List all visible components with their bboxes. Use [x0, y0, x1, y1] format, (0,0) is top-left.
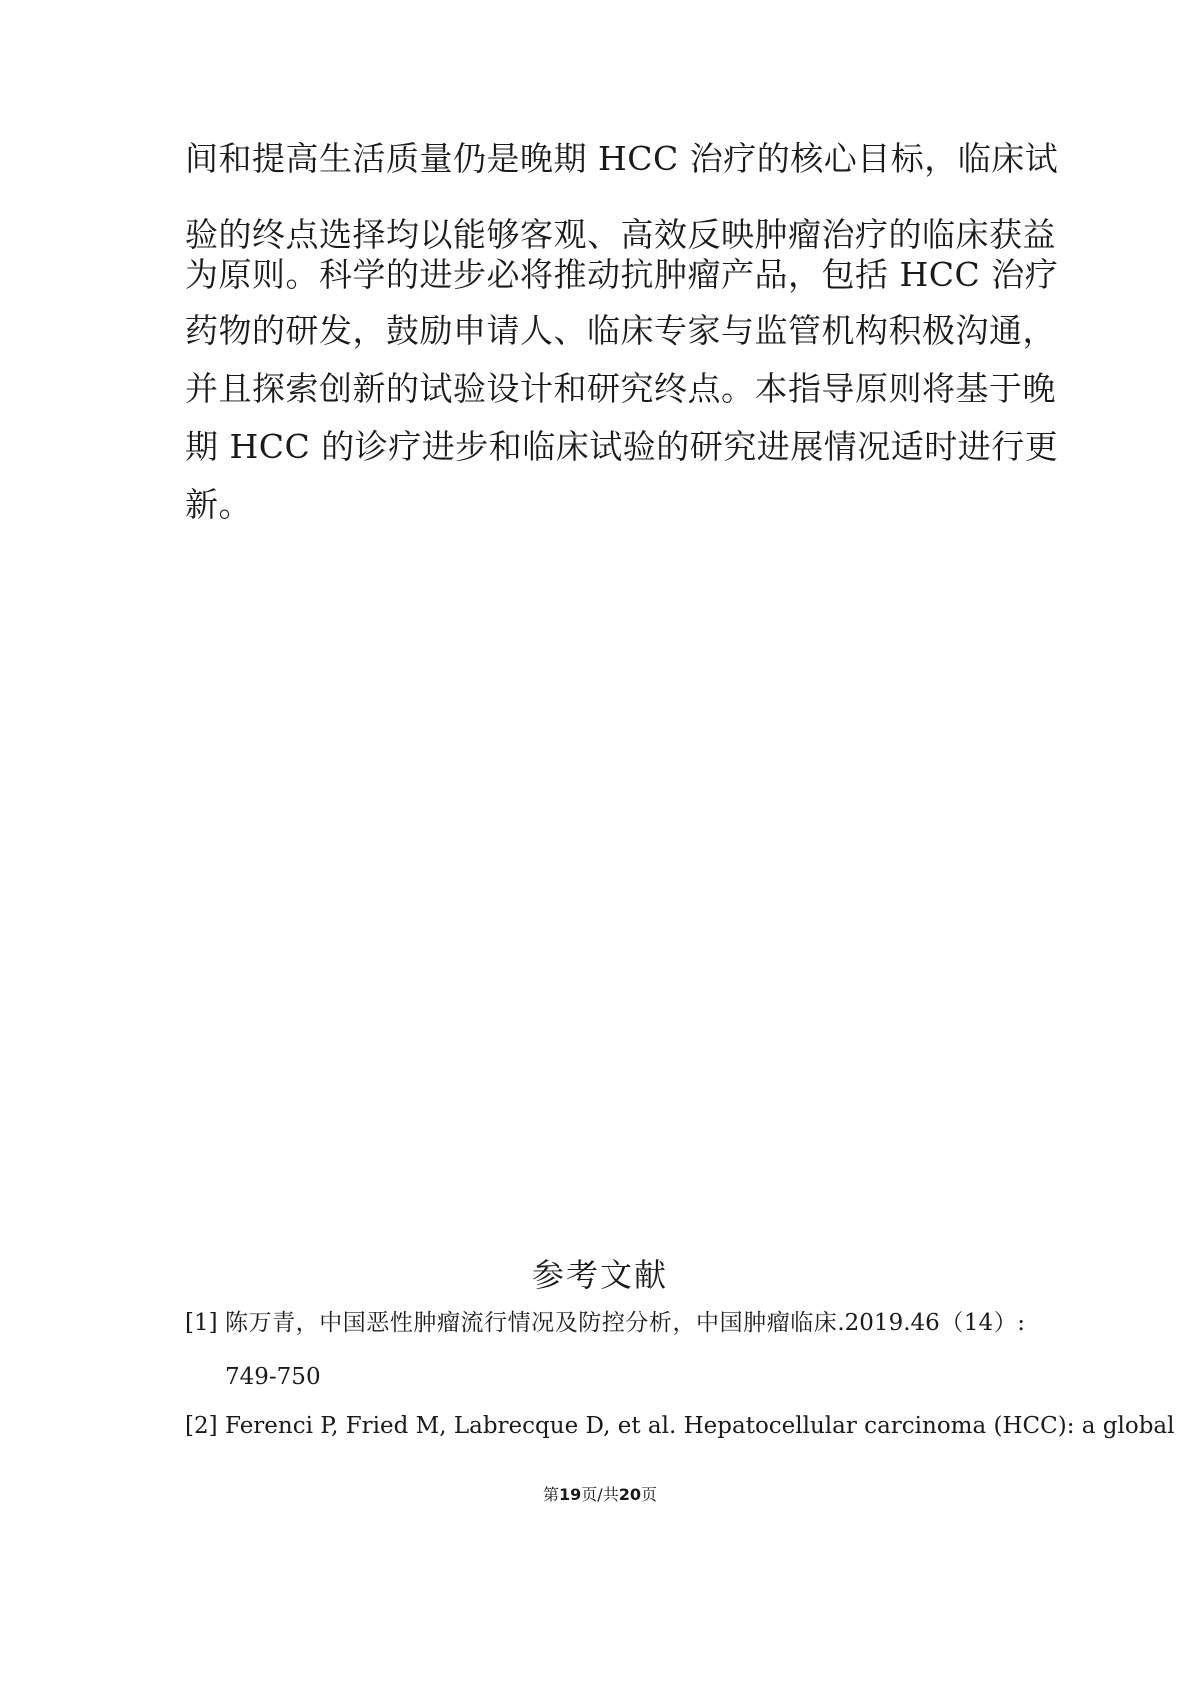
reference-1-line-1: 陈万青，中国恶性肿瘤流行情况及防控分析，中国肿瘤临床.2019.46（14）:: [225, 1310, 1025, 1336]
footer-current-page: 19: [559, 1485, 582, 1504]
footer-suffix: 页: [640, 1485, 657, 1504]
body-line-6: 期 HCC 的诊疗进步和临床试验的研究进展情况适时进行更: [185, 427, 1059, 466]
footer-middle: 页/共: [581, 1485, 619, 1504]
page-footer: [0, 1484, 1200, 1506]
footer-prefix: 第: [543, 1485, 560, 1504]
body-line-5: 并且探索创新的试验设计和研究终点。本指导原则将基于晚: [185, 369, 1056, 408]
body-line-2: 验的终点选择均以能够客观、高效反映肿瘤治疗的临床获益: [185, 215, 1056, 254]
reference-1-line-2: 749-750: [225, 1364, 321, 1390]
footer-total-pages: 20: [618, 1485, 641, 1504]
body-line-1: 间和提高生活质量仍是晚期 HCC 治疗的核心目标，临床试: [185, 139, 1059, 178]
body-line-7: 新。: [185, 485, 252, 524]
reference-1-number: [1]: [185, 1310, 218, 1336]
reference-2-line-1: Ferenci P, Fried M, Labrecque D, et al. Hepatocellular carcinoma (HCC): a global: [225, 1413, 1175, 1439]
body-line-4: 药物的研发，鼓励申请人、临床专家与监管机构积极沟通，: [185, 311, 1056, 350]
body-line-3: 为原则。科学的进步必将推动抗肿瘤产品，包括 HCC 治疗: [185, 255, 1059, 294]
references-heading: 参考文献: [531, 1256, 668, 1294]
reference-2-number: [2]: [185, 1413, 218, 1439]
